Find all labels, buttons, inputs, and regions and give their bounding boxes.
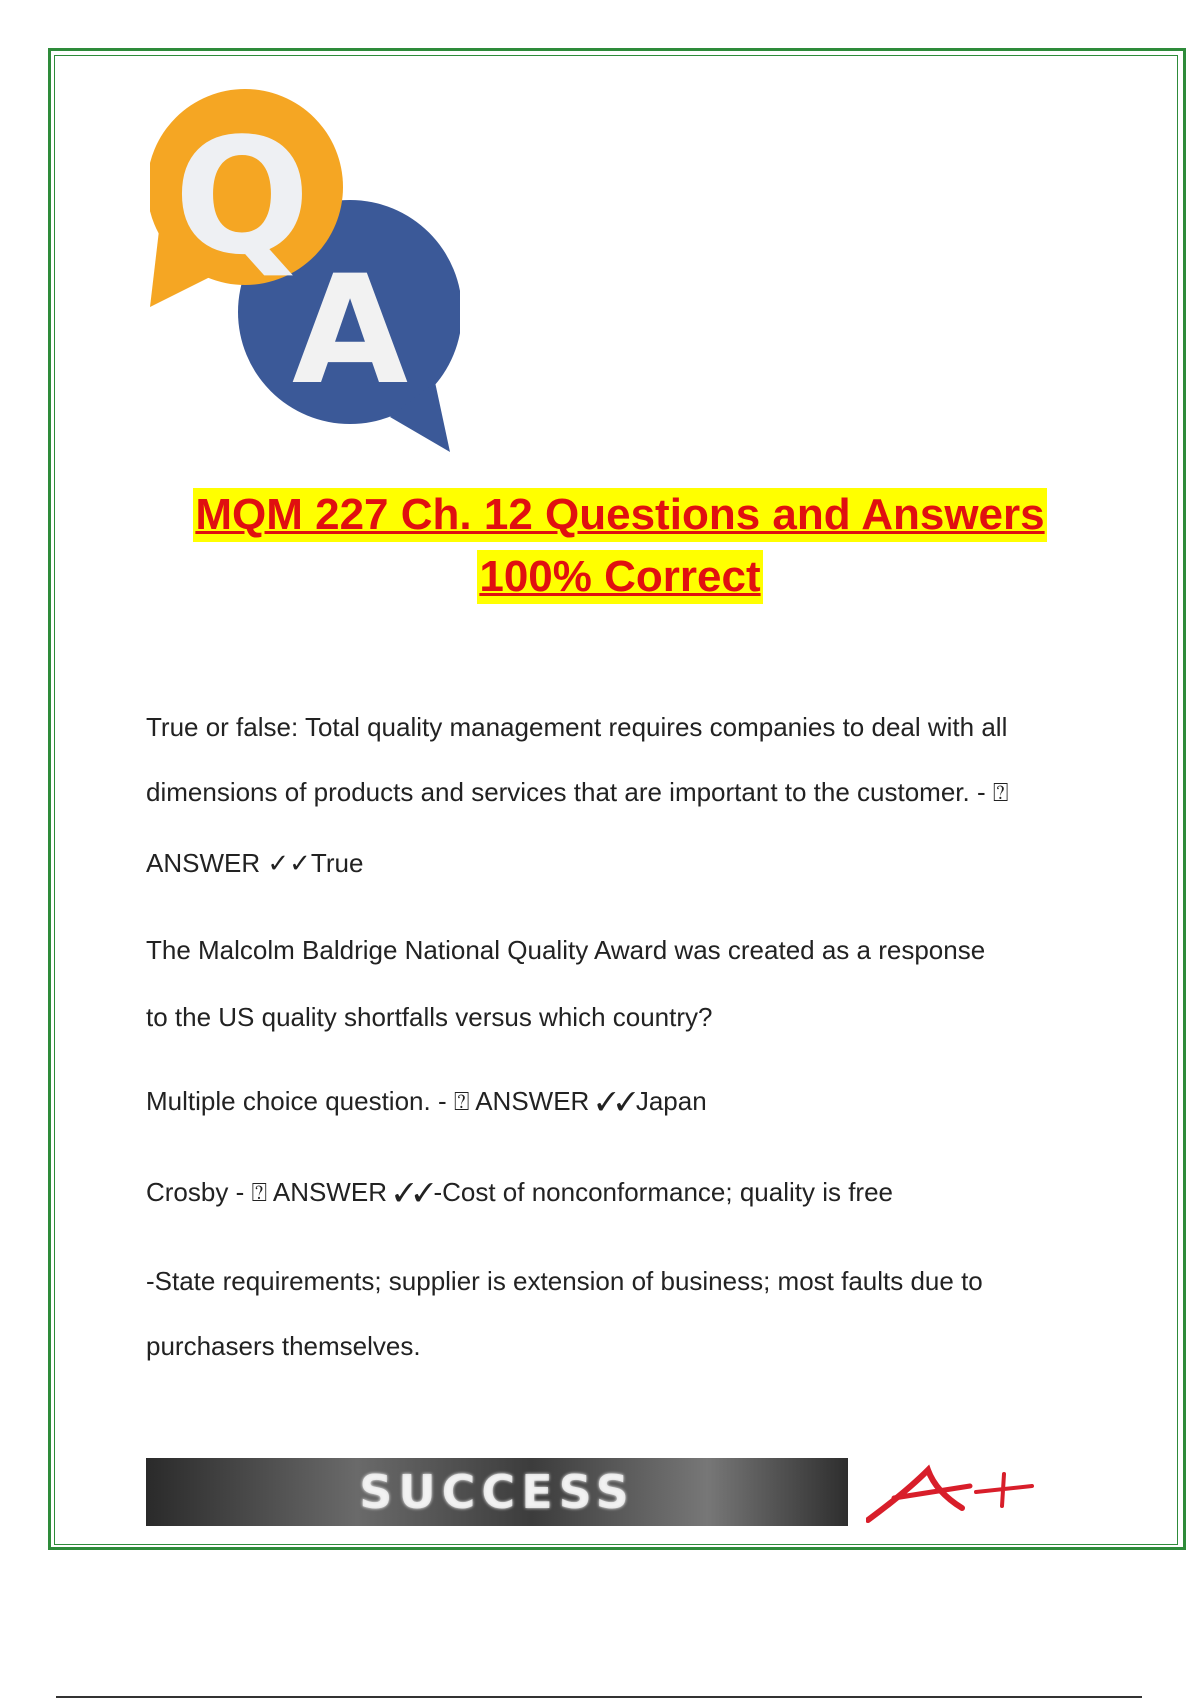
document-title — [60, 484, 1180, 608]
qa-line-9: purchasers themselves. — [146, 1331, 421, 1361]
a-plus-grade-icon — [866, 1462, 1042, 1528]
qa-line-6: Multiple choice question. - ⍰ ANSWER ✓✓Japan — [146, 1086, 707, 1116]
title-line-2: 100% Correct — [477, 550, 762, 604]
qa-logo — [150, 82, 460, 462]
success-banner — [146, 1458, 848, 1526]
qa-line-8: -State requirements; supplier is extension of business; most faults due to — [146, 1266, 983, 1296]
footer-rule — [56, 1696, 1142, 1698]
qa-line-5: to the US quality shortfalls versus which country? — [146, 1002, 713, 1032]
a-letter: A — [291, 244, 409, 418]
title-line-1: MQM 227 Ch. 12 Questions and Answers — [193, 488, 1046, 542]
qa-line-1: True or false: Total quality management requires companies to deal with all — [146, 712, 1008, 742]
qa-line-2: dimensions of products and services that are important to the customer. - ⍰ — [146, 777, 1009, 807]
qa-line-7: Crosby - ⍰ ANSWER ✓✓-Cost of nonconformance; quality is free — [146, 1177, 894, 1207]
a-plus-text: A+ — [866, 1462, 868, 1463]
qa-line-3: ANSWER ✓✓True — [146, 848, 364, 878]
qa-line-4: The Malcolm Baldrige National Quality Award was created as a response — [146, 935, 986, 965]
q-letter: Q — [173, 103, 311, 290]
success-banner-text: SUCCESS — [359, 1465, 635, 1519]
